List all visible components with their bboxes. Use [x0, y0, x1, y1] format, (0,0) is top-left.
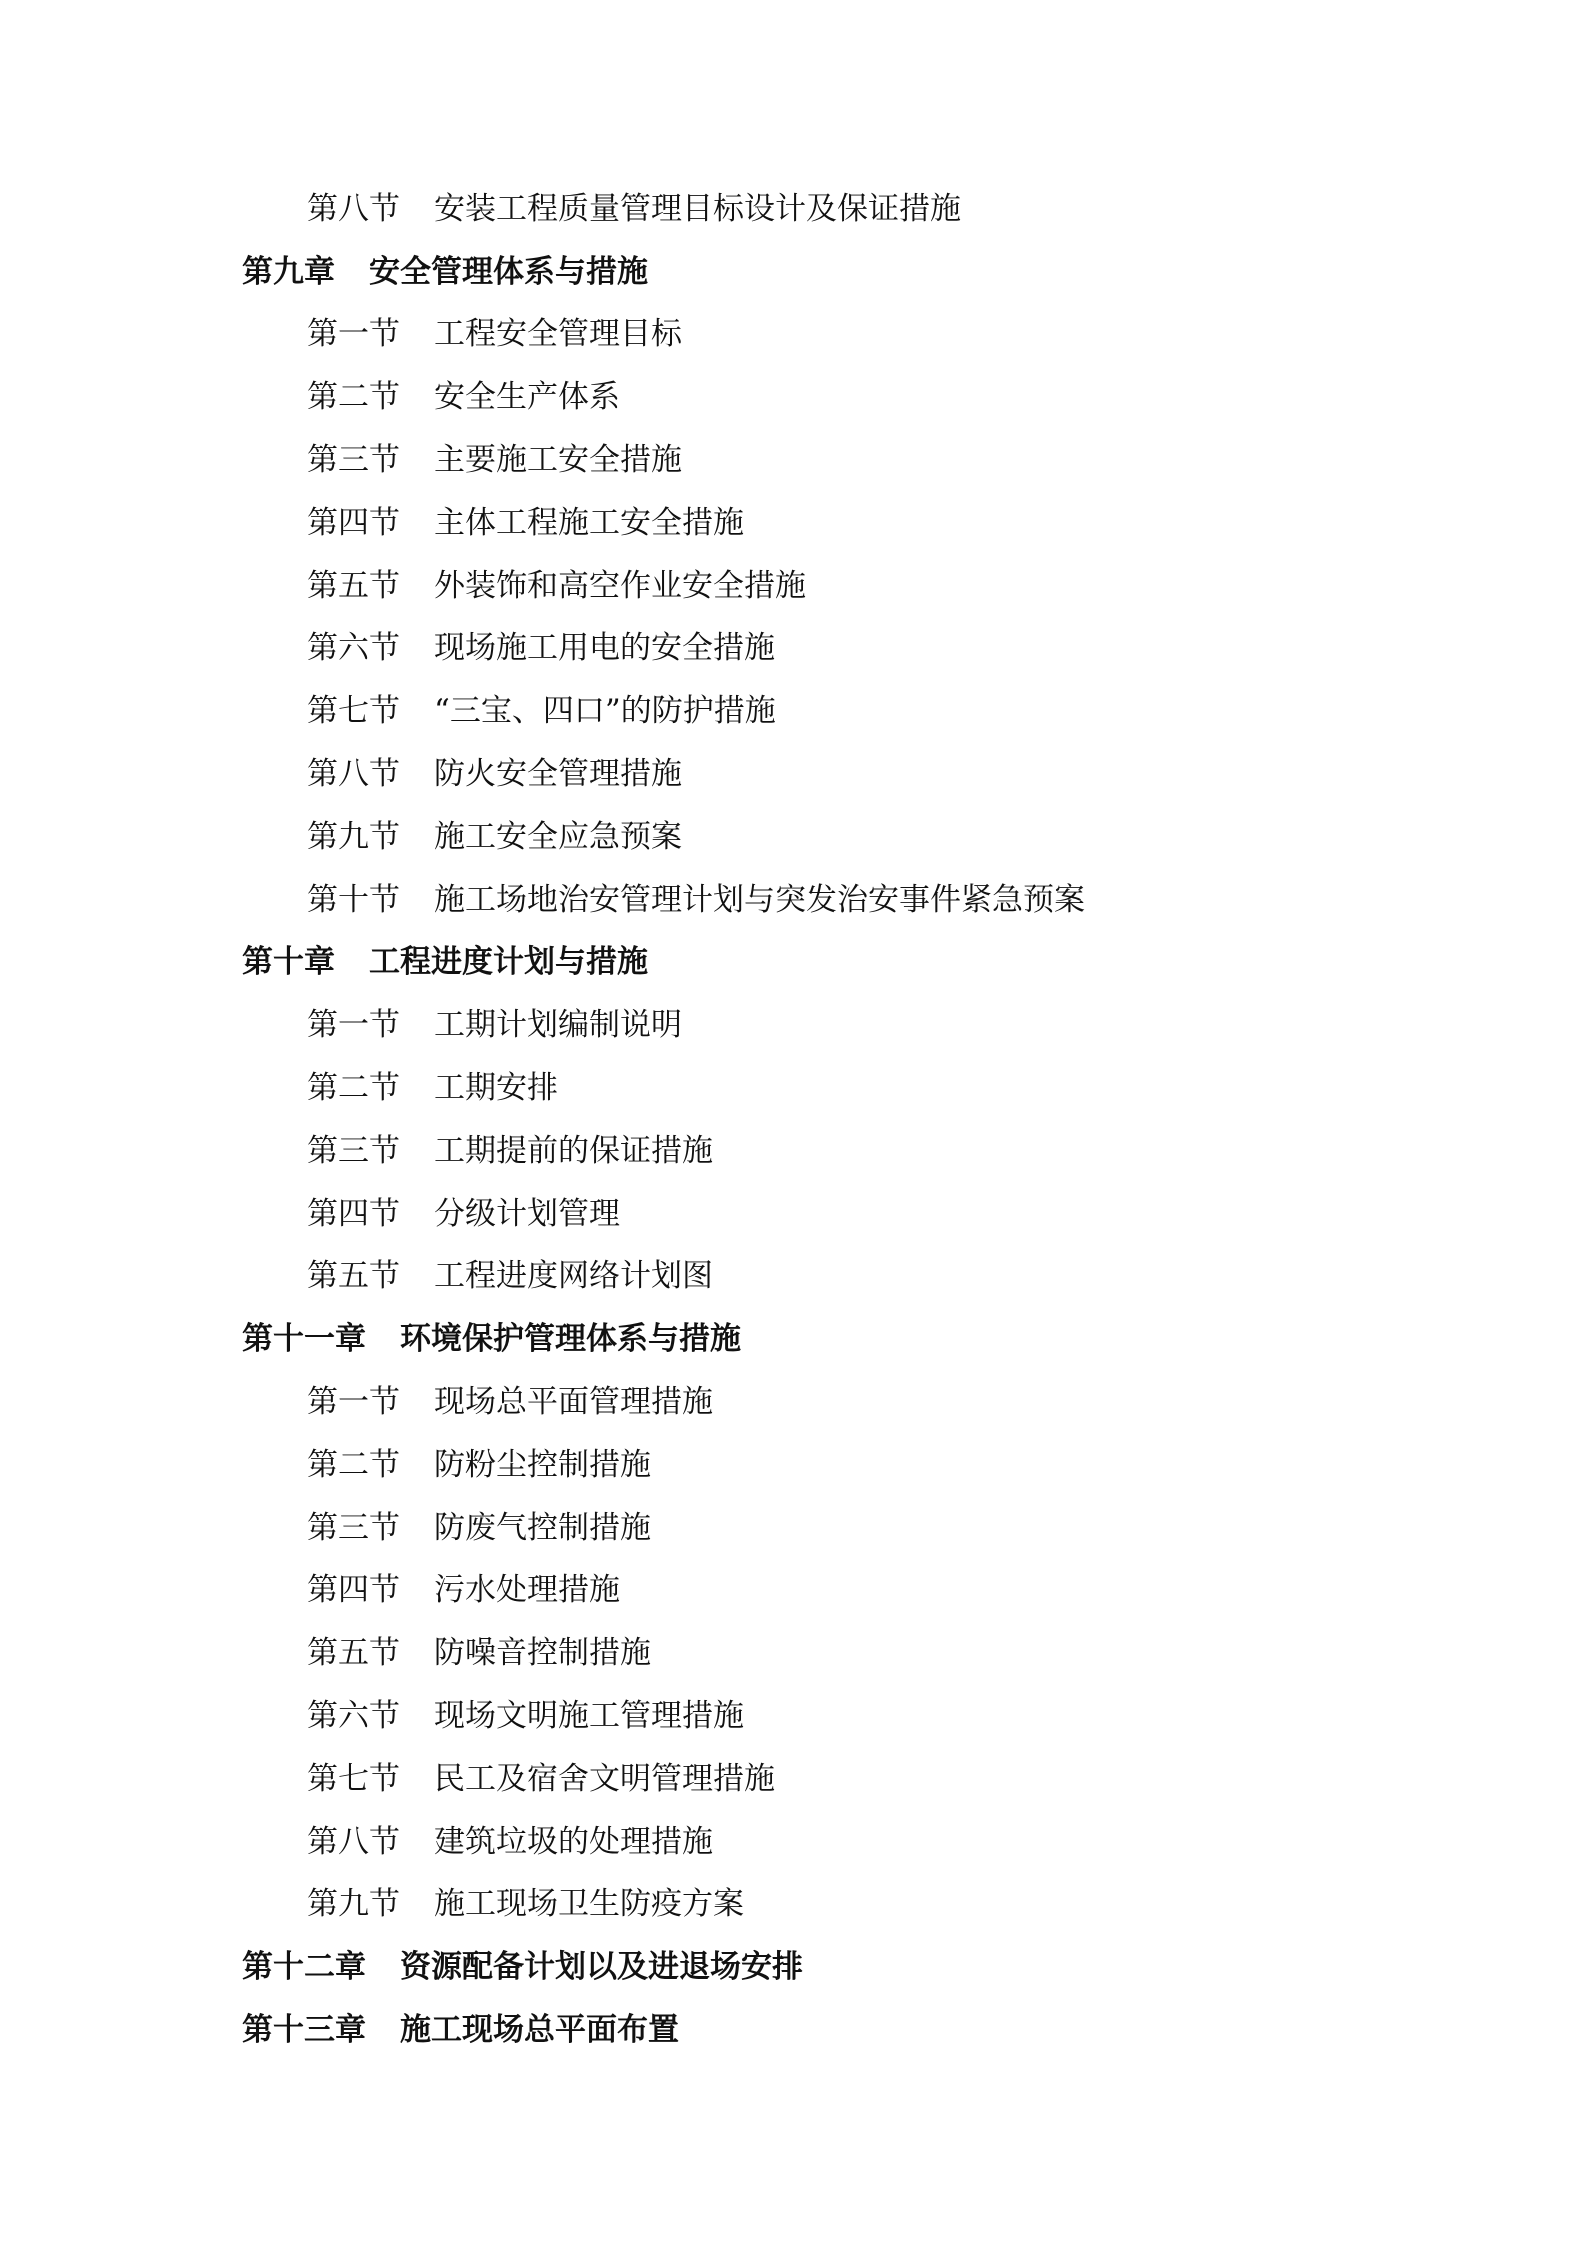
section-number: 第八节: [307, 756, 400, 793]
chapter-title: 施工现场总平面布置: [400, 2012, 679, 2048]
section-number: 第三节: [307, 442, 400, 479]
section-number: 第九节: [307, 818, 400, 855]
section-number: 第七节: [307, 693, 400, 730]
section-number: 第六节: [307, 630, 400, 667]
section-number: 第一节: [307, 1007, 400, 1044]
table-of-contents: [0, 178, 1587, 2062]
toc-section-entry: [0, 618, 1587, 681]
chapter-title: 环境保护管理体系与措施: [400, 1321, 741, 1358]
toc-section-entry: [0, 869, 1587, 932]
section-title: 防粉尘控制措施: [434, 1446, 651, 1483]
chapter-number: 第九章: [242, 253, 335, 290]
section-title: 工程进度网络计划图: [434, 1258, 713, 1295]
section-number: 第八节: [307, 1823, 400, 1860]
chapter-number: 第十一章: [242, 1321, 366, 1358]
section-number: 第十节: [307, 881, 400, 918]
section-title: 建筑垃圾的处理措施: [434, 1823, 713, 1860]
section-title: 分级计划管理: [434, 1195, 620, 1232]
toc-chapter-entry: [0, 1308, 1587, 1371]
toc-section-entry: [0, 1811, 1587, 1874]
section-title: 现场总平面管理措施: [434, 1384, 713, 1421]
toc-section-entry: [0, 304, 1587, 367]
section-title: 防废气控制措施: [434, 1509, 651, 1546]
section-title: 防噪音控制措施: [434, 1635, 651, 1672]
toc-section-entry: [0, 492, 1587, 555]
section-title: 现场施工用电的安全措施: [434, 630, 775, 667]
section-number: 第七节: [307, 1760, 400, 1797]
toc-section-entry: [0, 429, 1587, 492]
section-title: 民工及宿舍文明管理措施: [434, 1760, 775, 1797]
section-number: 第二节: [307, 1070, 400, 1107]
toc-section-entry: [0, 806, 1587, 869]
toc-section-entry: [0, 1057, 1587, 1120]
section-title: 工程安全管理目标: [434, 316, 682, 353]
toc-section-entry: [0, 1560, 1587, 1623]
chapter-number: 第十二章: [242, 1949, 366, 1986]
section-title: 主要施工安全措施: [434, 442, 682, 479]
section-title: 安全生产体系: [434, 379, 620, 416]
chapter-title: 工程进度计划与措施: [369, 944, 648, 981]
toc-section-entry: [0, 680, 1587, 743]
section-title: 现场文明施工管理措施: [434, 1698, 744, 1735]
toc-section-entry: [0, 366, 1587, 429]
section-title: 工期计划编制说明: [434, 1007, 682, 1044]
chapter-title: 安全管理体系与措施: [369, 253, 648, 290]
chapter-number: 第十章: [242, 944, 335, 981]
section-number: 第九节: [307, 1886, 400, 1923]
toc-section-entry: [0, 1120, 1587, 1183]
toc-section-entry: [0, 1874, 1587, 1937]
toc-chapter-entry: [0, 1936, 1587, 1999]
toc-section-entry: [0, 1183, 1587, 1246]
toc-section-entry: [0, 1497, 1587, 1560]
section-number: 第三节: [307, 1509, 400, 1546]
toc-section-entry: [0, 1748, 1587, 1811]
toc-section-entry: [0, 1371, 1587, 1434]
section-title: 施工安全应急预案: [434, 818, 682, 855]
section-title: “三宝、四口”的防护措施: [434, 693, 776, 730]
section-title: 安装工程质量管理目标设计及保证措施: [434, 190, 961, 227]
section-number: 第五节: [307, 1635, 400, 1672]
section-number: 第三节: [307, 1132, 400, 1169]
section-title: 施工现场卫生防疫方案: [434, 1886, 744, 1923]
section-title: 污水处理措施: [434, 1572, 620, 1609]
section-number: 第五节: [307, 567, 400, 604]
section-number: 第二节: [307, 1446, 400, 1483]
section-title: 工期提前的保证措施: [434, 1132, 713, 1169]
toc-chapter-entry: [0, 1999, 1587, 2062]
section-number: 第五节: [307, 1258, 400, 1295]
section-title: 主体工程施工安全措施: [434, 504, 744, 541]
section-number: 第一节: [307, 1384, 400, 1421]
section-title: 施工场地治安管理计划与突发治安事件紧急预案: [434, 881, 1085, 918]
section-number: 第一节: [307, 316, 400, 353]
toc-chapter-entry: [0, 932, 1587, 995]
section-number: 第二节: [307, 379, 400, 416]
section-number: 第四节: [307, 1572, 400, 1609]
section-number: 第八节: [307, 190, 400, 227]
toc-section-entry: [0, 555, 1587, 618]
section-title: 外装饰和高空作业安全措施: [434, 567, 806, 604]
toc-section-entry: [0, 743, 1587, 806]
toc-section-entry: [0, 178, 1587, 241]
toc-section-entry: [0, 1685, 1587, 1748]
section-title: 防火安全管理措施: [434, 756, 682, 793]
section-number: 第四节: [307, 1195, 400, 1232]
toc-chapter-entry: [0, 241, 1587, 304]
chapter-number: 第十三章: [242, 2012, 366, 2048]
section-number: 第六节: [307, 1698, 400, 1735]
section-title: 工期安排: [434, 1070, 558, 1107]
toc-section-entry: [0, 994, 1587, 1057]
section-number: 第四节: [307, 504, 400, 541]
toc-section-entry: [0, 1622, 1587, 1685]
chapter-title: 资源配备计划以及进退场安排: [400, 1949, 803, 1986]
toc-section-entry: [0, 1246, 1587, 1309]
toc-section-entry: [0, 1434, 1587, 1497]
